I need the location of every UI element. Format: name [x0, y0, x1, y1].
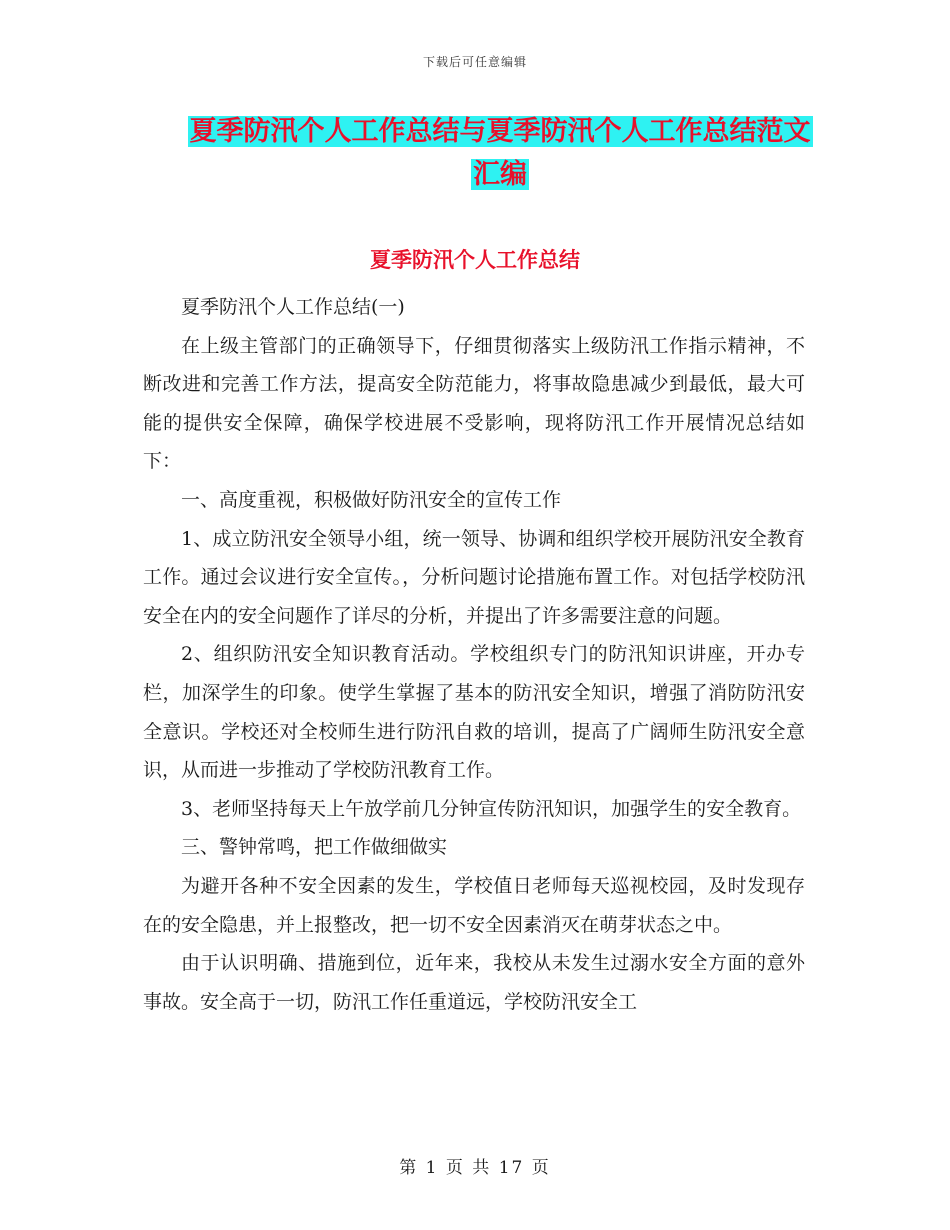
page-number-footer: 第 1 页 共 17 页 — [399, 1158, 551, 1178]
document-title — [150, 110, 850, 196]
document-title-line-1: 夏季防汛个人工作总结与夏季防汛个人工作总结范文 — [189, 116, 811, 147]
section-title: 夏季防汛个人工作总结 — [370, 248, 580, 272]
paragraph-heading: 一、高度重视，积极做好防汛安全的宣传工作 — [181, 488, 562, 511]
document-title-line-2: 汇编 — [473, 159, 527, 190]
paragraph: 2、组织防汛安全知识教育活动。学校组织专门的防汛知识讲座，开办专栏，加深学生的印象。使学生掌握了基本的防汛安全知识，增强了消防防汛安全意识。学校还对全校师生进行防汛自救的培训，提高了广阔师生防汛安全意识，从而进一步推动了学校防汛教育工作。 — [143, 643, 805, 782]
paragraph: 1、成立防汛安全领导小组，统一领导、协调和组织学校开展防汛安全教育工作。通过会议进行安全宣传。，分析问题讨论措施布置工作。对包括学校防汛安全在内的安全问题作了详尽的分析，并提出了许多需要注意的问题。 — [143, 527, 805, 627]
paragraph-heading: 三、警钟常鸣，把工作做细做实 — [181, 836, 448, 859]
header-note: 下载后可任意编辑 — [422, 55, 527, 69]
paragraph: 在上级主管部门的正确领导下，仔细贯彻落实上级防汛工作指示精神，不断改进和完善工作方法，提高安全防范能力，将事故隐患减少到最低，最大可能的提供安全保障，确保学校进展不受影响，现将防汛工作开展情况总结如下： — [143, 334, 805, 473]
paragraph: 为避开各种不安全因素的发生，学校值日老师每天巡视校园，及时发现存在的安全隐患，并上报整改，把一切不安全因素消灭在萌芽状态之中。 — [143, 874, 805, 936]
paragraph: 由于认识明确、措施到位，近年来，我校从未发生过溺水安全方面的意外事故。安全高于一切，防汛工作任重道远，学校防汛安全工 — [143, 952, 805, 1013]
paragraph-subtitle: 夏季防汛个人工作总结(一) — [181, 296, 405, 318]
paragraph: 3、老师坚持每天上午放学前几分钟宣传防汛知识，加强学生的安全教育。 — [181, 797, 802, 820]
body-text — [143, 288, 805, 1021]
